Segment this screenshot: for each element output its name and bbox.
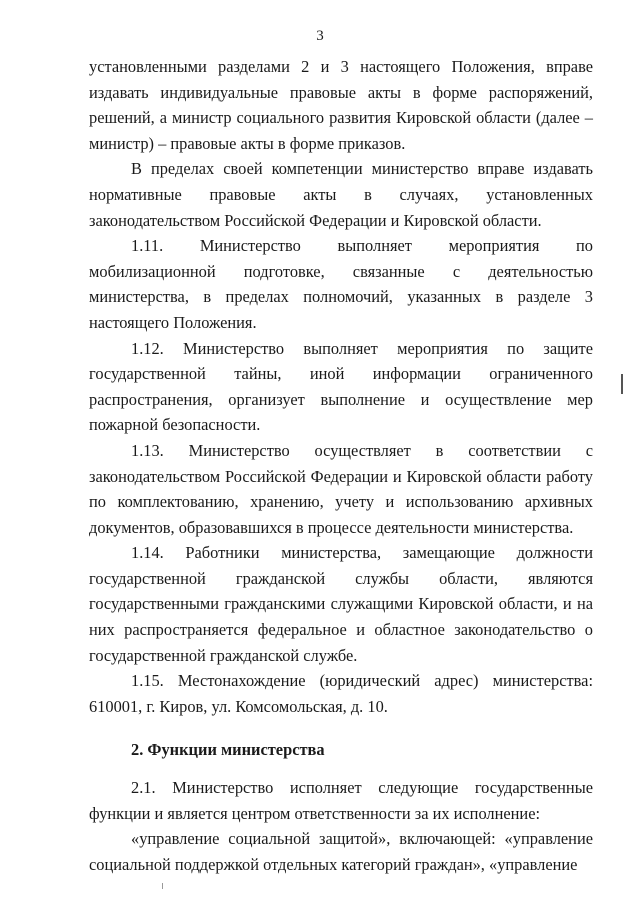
paragraph-1-15: 1.15. Местонахождение (юридический адрес) министерства: 610001, г. Киров, ул. Комсомольская, д. 10. (89, 671, 593, 716)
page-number: 3 (316, 28, 324, 44)
scan-artifact (162, 883, 163, 889)
paragraph-1-11: 1.11. Министерство выполняет мероприятия по мобилизационной подготовке, связанные с деятельностью министерства, в пределах полномочий, указанных в разделе 3 настоящего Положения. (89, 236, 593, 332)
paragraph-1-14: 1.14. Работники министерства, замещающие должности государственной гражданской службы области, являются государственными гражданскими служащими Кировской области, и на них распространяется федеральное и областное законодательство о государственной гражданской службе. (89, 543, 593, 665)
paragraph-social-protection: «управление социальной защитой», включающей: «управление социальной поддержкой отдельных категорий граждан», «управление (89, 829, 593, 874)
paragraph-2-1: 2.1. Министерство исполняет следующие государственные функции и является центром ответственности за их исполнение: (89, 778, 593, 823)
paragraph-competence: В пределах своей компетенции министерство вправе издавать нормативные правовые акты в случаях, установленных законодательством Российской Федерации и Кировской области. (89, 159, 593, 230)
section-heading-functions: 2. Функции министерства (131, 740, 325, 760)
margin-mark (621, 374, 623, 394)
paragraph-continuation: установленными разделами 2 и 3 настоящего Положения, вправе издавать индивидуальные правовые акты в форме распоряжений, решений, а министр социального развития Кировской области (далее – министр) – правовые акты в форме приказов. (89, 57, 593, 153)
paragraph-1-13: 1.13. Министерство осуществляет в соответствии с законодательством Российской Федерации и Кировской области работу по комплектованию, хранению, учету и использованию архивных документов, образовавшихся в процессе деятельности министерства. (89, 440, 593, 537)
paragraph-1-12: 1.12. Министерство выполняет мероприятия по защите государственной тайны, иной информации ограниченного распространения, организует выполнение и осуществление мер пожарной безопасности. (89, 338, 593, 435)
document-body (89, 54, 593, 877)
